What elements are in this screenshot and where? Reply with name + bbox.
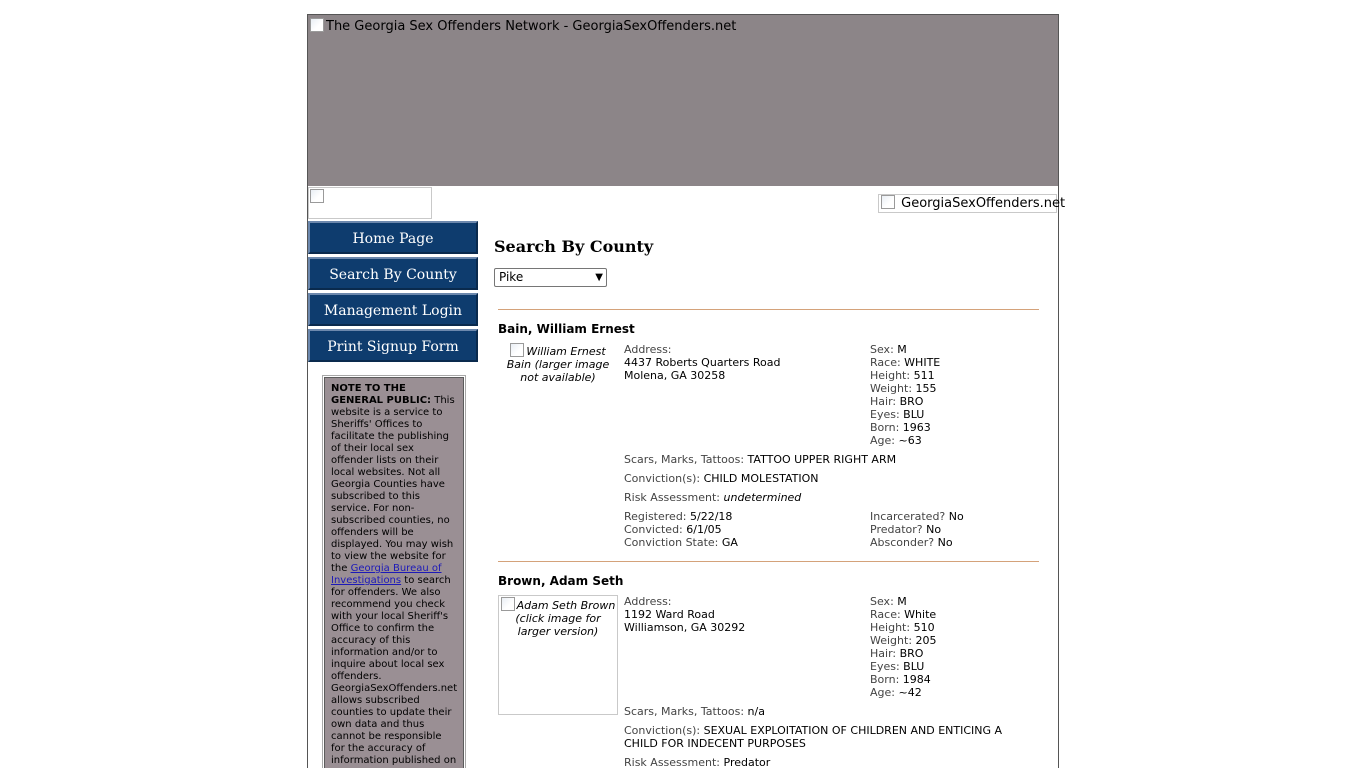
offender-scars: Scars, Marks, Tattoos: TATTOO UPPER RIGHT ARM bbox=[624, 453, 897, 466]
broken-image-icon bbox=[510, 343, 524, 357]
offender-risk: Risk Assessment: Predator bbox=[624, 756, 771, 768]
offender-photo[interactable]: William Ernest Bain (larger image not available) bbox=[506, 345, 610, 384]
divider bbox=[498, 561, 1039, 562]
public-notice-box bbox=[324, 377, 464, 768]
nav-home-page[interactable]: Home Page bbox=[308, 221, 478, 254]
sidebar-nav bbox=[308, 221, 480, 365]
offender-address: Address: 1192 Ward Road Williamson, GA 30292 bbox=[624, 595, 746, 634]
divider bbox=[498, 309, 1039, 310]
offender-convictions: Conviction(s): SEXUAL EXPLOITATION OF CHILDREN AND ENTICING A CHILD FOR INDECENT PURPOSES bbox=[624, 724, 1003, 750]
county-select[interactable] bbox=[494, 268, 607, 287]
offender-physical: Sex: M Race: WHITE Height: 511 Weight: 155 Hair: BRO Eyes: BLU Born: 1963 Age: ~63 bbox=[870, 343, 941, 447]
broken-image-icon bbox=[501, 597, 515, 611]
site-banner bbox=[308, 15, 1058, 186]
nav-management-login[interactable]: Management Login bbox=[308, 293, 478, 326]
broken-image-icon bbox=[310, 189, 324, 203]
left-logo-image bbox=[308, 187, 432, 219]
gbi-link[interactable]: Georgia Bureau of Investigations bbox=[331, 563, 442, 586]
offender-convictions: Conviction(s): CHILD MOLESTATION bbox=[624, 472, 819, 485]
offender-dates: Registered: 5/22/18 Convicted: 6/1/05 Conviction State: GA bbox=[624, 510, 738, 549]
notice-text-cont: to search for offenders. We also recommend you check with your local Sheriff's Office to confirm the accuracy of this information and/or to inquire about local sex offenders. GeorgiaSexOffenders.net allows subscribed counties to update their own data and thus cannot be responsible for the accuracy of information published on bbox=[331, 575, 458, 766]
nav-print-signup-form[interactable]: Print Signup Form bbox=[308, 329, 478, 362]
notice-heading: NOTE TO THE GENERAL PUBLIC: bbox=[331, 383, 432, 406]
county-select-value: Pike bbox=[499, 270, 524, 284]
offender-photo[interactable]: Adam Seth Brown (click image for larger version) bbox=[498, 595, 618, 715]
page-frame bbox=[307, 14, 1066, 768]
right-logo-image: GeorgiaSexOffenders.net bbox=[878, 194, 1057, 213]
offender-risk: Risk Assessment: undetermined bbox=[624, 491, 802, 504]
offender-scars: Scars, Marks, Tattoos: n/a bbox=[624, 705, 765, 718]
page-title: Search By County bbox=[494, 237, 654, 256]
broken-image-icon bbox=[310, 18, 324, 32]
nav-search-by-county[interactable]: Search By County bbox=[308, 257, 478, 290]
offender-status: Incarcerated? No Predator? No Absconder? No bbox=[870, 510, 964, 549]
offender-name: Bain, William Ernest bbox=[498, 322, 635, 336]
banner-image-alt: The Georgia Sex Offenders Network - GeorgiaSexOffenders.net bbox=[310, 18, 736, 34]
offender-name: Brown, Adam Seth bbox=[498, 574, 624, 588]
notice-text: This website is a service to Sheriffs' Offices to facilitate the publishing of their local sex offender lists on their local websites. Not all Georgia Counties have subscribed to this service. For non-subscribed counties, no offenders will be displayed. You may wish to view the website for the bbox=[331, 395, 455, 574]
offender-physical: Sex: M Race: White Height: 510 Weight: 205 Hair: BRO Eyes: BLU Born: 1984 Age: ~42 bbox=[870, 595, 937, 699]
offender-address: Address: 4437 Roberts Quarters Road Molena, GA 30258 bbox=[624, 343, 781, 382]
chevron-down-icon: ▼ bbox=[595, 272, 603, 283]
broken-image-icon bbox=[881, 195, 895, 209]
